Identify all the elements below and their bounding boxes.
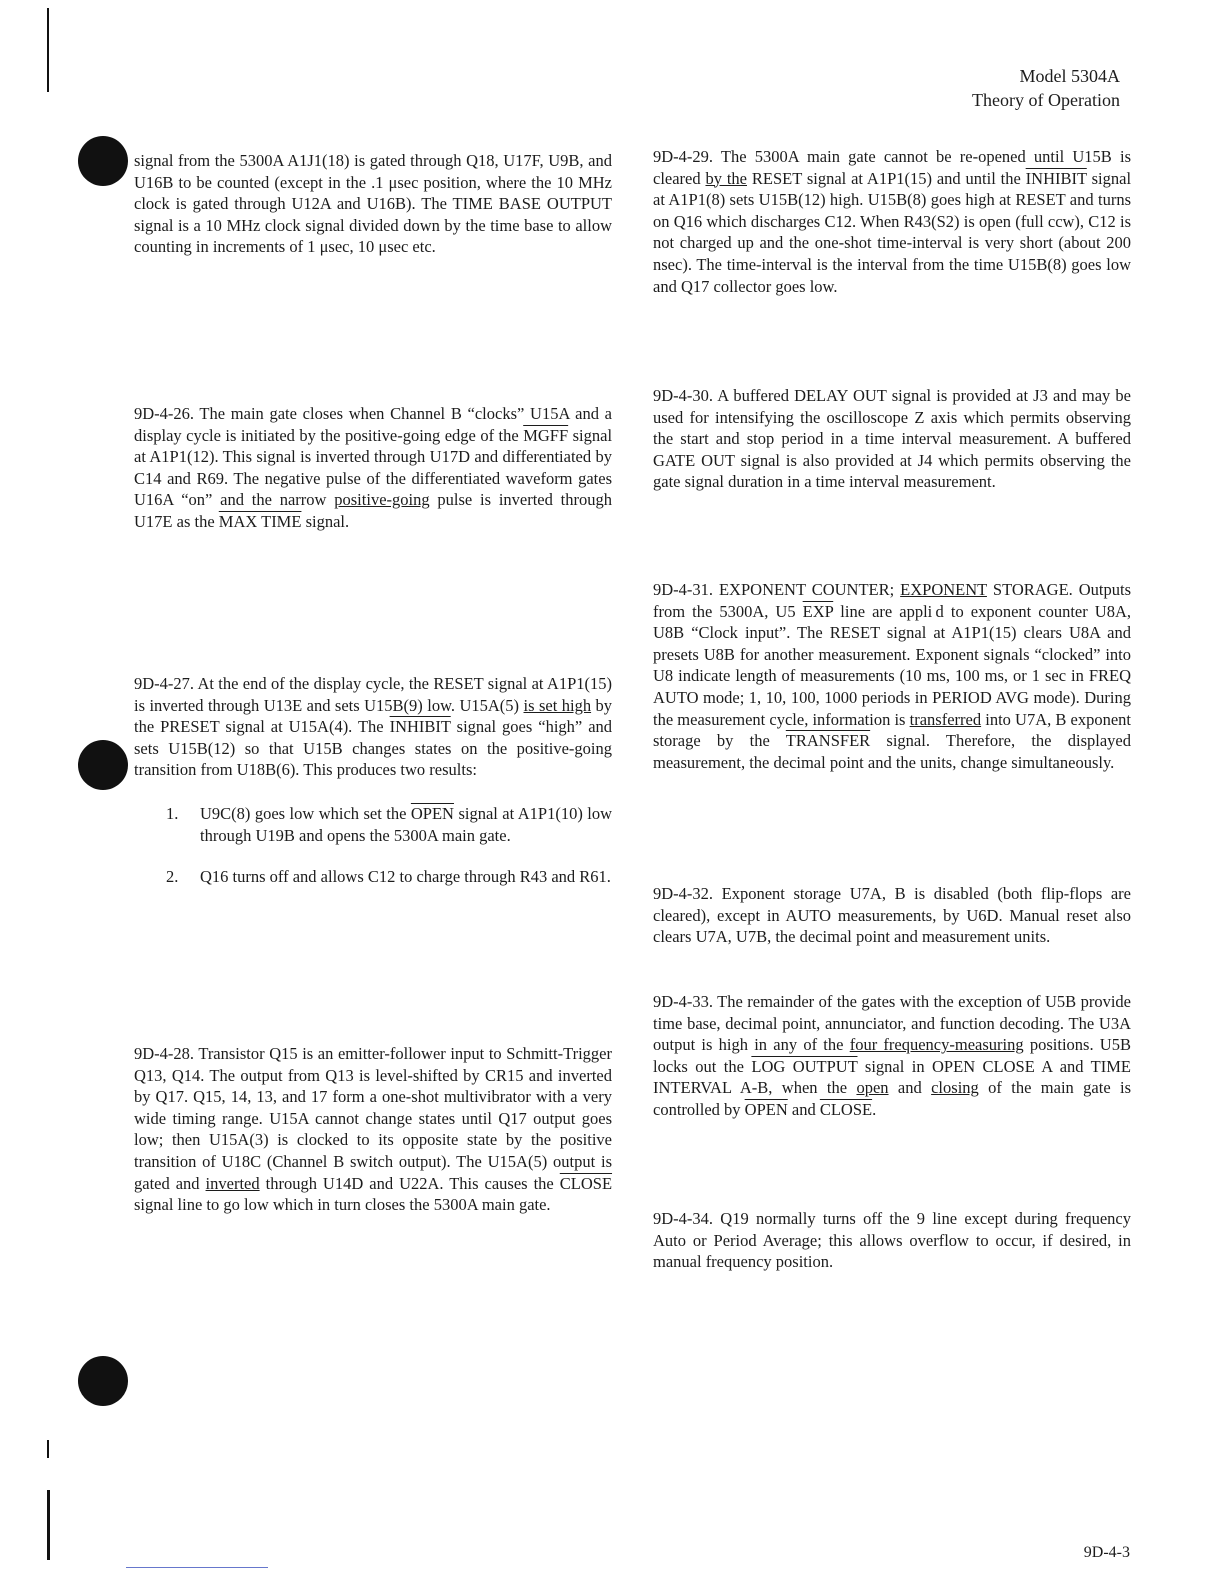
max-time-signal: MAX TIME (218, 511, 302, 531)
transfer-signal: TRANSFER (785, 731, 871, 751)
inhibit-signal: INHIBIT (389, 717, 451, 737)
bottom-rule (126, 1567, 268, 1568)
mgff-signal: MGFF (523, 425, 569, 445)
list-item: 2. Q16 turns off and allows C12 to charge through R43 and R61. (166, 867, 611, 887)
page-header (972, 64, 1120, 112)
punch-hole-bottom (78, 1356, 128, 1406)
left-column (134, 150, 612, 258)
paragraph-9d-4-30: 9D-4-30. A buffered DELAY OUT signal is provided at J3 and may be used for intensifying the oscilloscope Z axis which permits observing the start and stop period in a time interval measurement. A buffered GATE OUT signal is also provided at J4 which permits observing the gate signal duration in a time interval measurement. (653, 386, 1131, 492)
binder-edge-mark-middle (47, 1440, 49, 1458)
binder-edge-mark-bottom (47, 1490, 50, 1560)
close-signal: CLOSE (819, 1099, 873, 1119)
inhibit-signal: INHIBIT (1025, 168, 1087, 188)
binder-edge-mark-top (47, 8, 49, 92)
exp-signal: $\overline{EXP}$ (802, 601, 834, 621)
paragraph-9d-4-29: 9D-4-29. The 5300A main gate cannot be re-opened until U15B is cleared by the RESET signal at A1P1(15) and until the INHIBIT signal at A1P1(8) sets U15B(12) high. U15B(8) goes high at RESET and turns on Q16 which discharges C12. When R43(S2) is open (full ccw), C12 is not charged up and the one-shot time-interval is very short (about 200 nsec). The time-interval is the interval from the time U15B(8) goes low and Q17 collector goes low. (653, 147, 1132, 296)
open-signal: OPEN (744, 1099, 788, 1119)
paragraph-9d-4-28: 9D-4-28. Transistor Q15 is an emitter-follower input to Schmitt-Trigger Q13, Q14. The output from Q13 is level-shifted by CR15 and inverted by Q17. Q15, 14, 13, and 17 form a one-shot multivibrator with a very wide timing range. U15A cannot change states until Q17 output goes low; then U15A(3) is clocked to its opposite state by the positive transition of U18C (Channel B switch output). The U15A(5) output is gated and inverted through U14D and U22A. This causes the CLOSE signal line to go low which in turn closes the 5300A main gate. (134, 1044, 613, 1215)
close-signal: CLOSE (559, 1173, 613, 1193)
list-item: 1. U9C(8) goes low which set the OPEN signal at A1P1(10) low through U19B and opens the 5300A main gate. (166, 803, 613, 845)
open-signal: OPEN (410, 803, 454, 823)
paragraph-9d-4-33: 9D-4-33. The remainder of the gates with the exception of U5B provide time base, decimal point, annunciator, and function decoding. The U3A output is high in any of the four frequency-measuring positions. U5B locks out the LOG OUTPUT signal in OPEN CLOSE A and TIME INTERVAL A-B, when the open and closing of the main gate is controlled by OPEN and CLOSE. (653, 992, 1132, 1119)
paragraph-9d-4-27: 9D-4-27. At the end of the display cycle, the RESET signal at A1P1(15) is inverted through U13E and sets U15B(9) low. U15A(5) is set high by the PRESET signal at U15A(4). The INHIBIT signal goes “high” and sets U15B(12) so that U15B changes states on the positive-going transition from U18B(6). This produces two results: 1. U9C(8) goes low which set the OPEN signal at A1P1(10) low through U19B and opens the 5300A main gate. 2. Q16 turns off and allows C12 to charge through R43 and R61. (134, 674, 613, 887)
paragraph-9d-4-31: 9D-4-31. EXPONENT COUNTER; EXPONENT STORAGE. Outputs from the 5300A, U5 $\overline{EXP}$ line are appli d to exponent counter U8A, U8B “Clock input”. The RESET signal at A1P1(15) clears U8A and presets U8B for another measurement. Exponent signals “clocked” into U8 indicate length of measurements (10 ms, 100 ms, or 1 sec in FREQ AUTO mode; 1, 10, 100, 1000 periods in PERIOD AVG mode). During the measurement cycle, information is transferred into U7A, B exponent storage by the TRANSFER signal. Therefore, the displayed measurement, the decimal point and the units, change simultaneously. (653, 580, 1132, 772)
log-output-signal: LOG OUTPUT (751, 1056, 858, 1076)
punch-hole-top (78, 136, 128, 186)
punch-hole-middle (78, 740, 128, 790)
model-label: Model 5304A (1019, 66, 1120, 86)
paragraph-9d-4-34: 9D-4-34. Q19 normally turns off the 9 line except during frequency Auto or Period Average; this allows overflow to occur, if desired, in manual frequency position. (653, 1209, 1131, 1272)
paragraph-9d-4-26: 9D-4-26. The main gate closes when Channel B “clocks” U15A and a display cycle is initiated by the positive-going edge of the MGFF signal at A1P1(12). This signal is inverted through U17D and differentiated by C14 and R69. The negative pulse of the differentiated waveform gates U16A “on” and the narrow positive-going pulse is inverted through U17E as the MAX TIME signal. (134, 404, 613, 531)
paragraph-continued: signal from the 5300A A1J1(18) is gated through Q18, U17F, U9B, and U16B to be counted (except in the .1 μsec position, where the 10 MHz clock is gated through U12A and U16B). The TIME BASE OUTPUT signal is a 10 MHz clock signal divided down by the time base to allow counting in increments of 1 μsec, 10 μsec etc. (134, 151, 612, 257)
page-number: 9D-4-3 (1083, 1544, 1130, 1561)
paragraph-9d-4-32: 9D-4-32. Exponent storage U7A, B is disabled (both flip-flops are cleared), except in AUTO measurements, by U6D. Manual reset also clears U7A, U7B, the decimal point and measurement units. (653, 884, 1131, 947)
section-label: Theory of Operation (972, 90, 1120, 110)
